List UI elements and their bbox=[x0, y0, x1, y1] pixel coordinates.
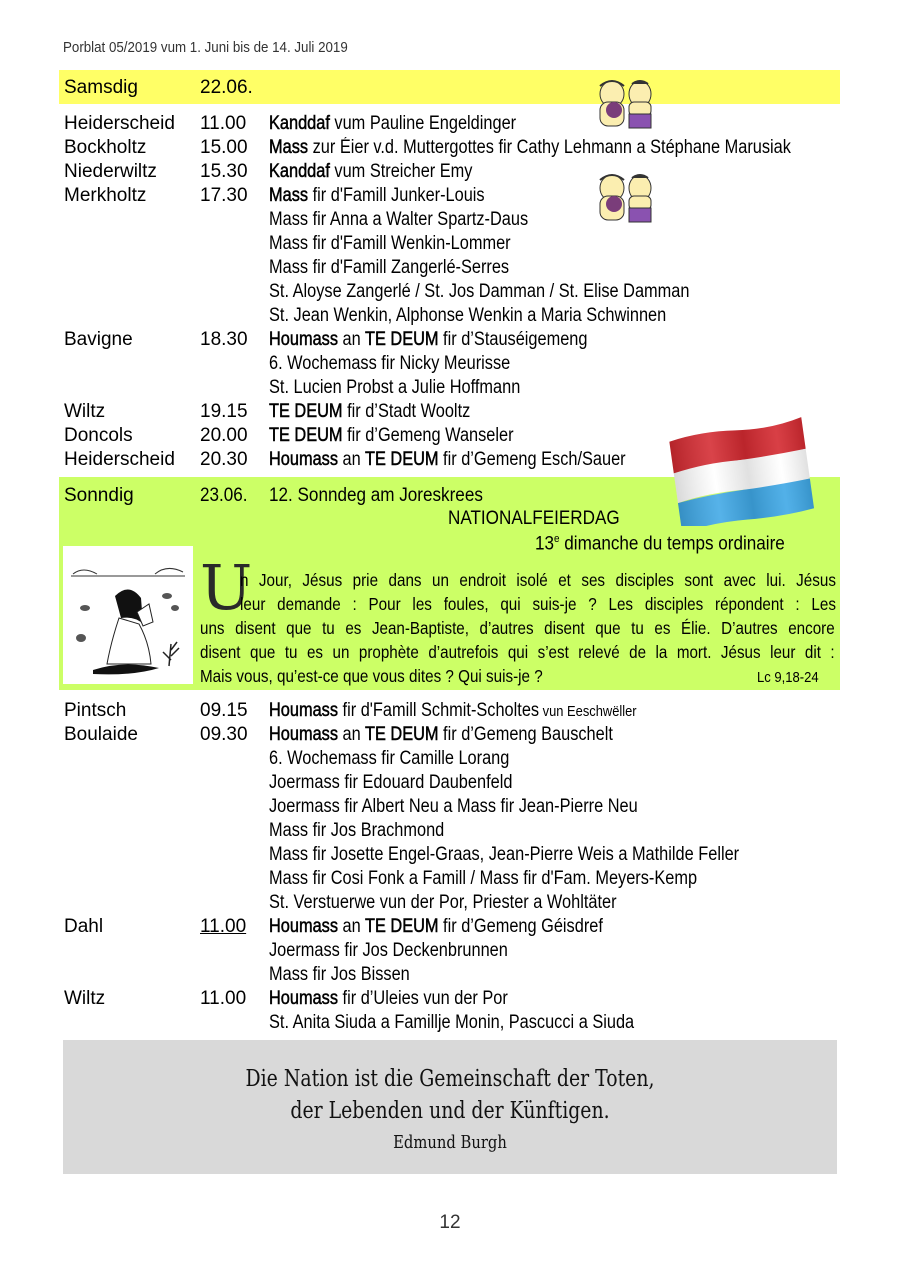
saturday-band bbox=[59, 70, 840, 104]
ordinal-number: 13 bbox=[535, 533, 555, 555]
service-type: Mass bbox=[269, 137, 309, 158]
service-description bbox=[269, 987, 508, 1011]
service-description bbox=[269, 699, 637, 724]
time-label: 11.00 bbox=[200, 988, 247, 1009]
service-description bbox=[269, 304, 666, 328]
service-detail: an bbox=[338, 724, 365, 745]
children-clipart-icon bbox=[594, 170, 658, 226]
feast-title: NATIONALFEIERDAG bbox=[448, 508, 620, 529]
service-detail: St. Anita Siuda a Famillje Monin, Pascucci a Siuda bbox=[269, 1012, 635, 1033]
service-detail: vun Eeschwëller bbox=[539, 703, 637, 720]
page-number: 12 bbox=[439, 1212, 461, 1233]
service-detail: fir d’Gemeng Esch/Sauer bbox=[438, 449, 626, 470]
time-label: 18.30 bbox=[200, 329, 248, 350]
time-label: 20.30 bbox=[200, 449, 248, 470]
quote-line: Die Nation ist die Gemeinschaft der Toten, bbox=[245, 1066, 655, 1092]
service-type: Houmass bbox=[269, 449, 339, 470]
service-type: Mass bbox=[269, 185, 309, 206]
service-detail: St. Verstuerwe vun der Por, Priester a Wohltäter bbox=[269, 892, 617, 913]
service-description bbox=[269, 376, 520, 400]
service-description bbox=[269, 208, 528, 232]
service-description bbox=[269, 232, 511, 256]
quote-box bbox=[63, 1040, 837, 1174]
service-type: TE DEUM bbox=[364, 329, 439, 350]
service-detail: Joermass fir Jos Deckenbrunnen bbox=[269, 940, 508, 961]
service-detail: vum Streicher Emy bbox=[329, 161, 473, 182]
time-label: 17.30 bbox=[200, 185, 248, 206]
ordinal-suffix: e bbox=[554, 533, 560, 545]
subtitle-text: dimanche du temps ordinaire bbox=[559, 533, 785, 555]
service-detail: zur Éier v.d. Muttergottes fir Cathy Lehmann a Stéphane Marusiak bbox=[308, 137, 791, 158]
service-detail: fir d’Uleies vun der Por bbox=[338, 988, 508, 1009]
liturgical-subtitle bbox=[535, 533, 785, 555]
service-description bbox=[269, 160, 472, 184]
gospel-reference: Lc 9,18-24 bbox=[757, 670, 819, 686]
place-name: Niederwiltz bbox=[64, 161, 157, 182]
service-type: TE DEUM bbox=[269, 425, 343, 446]
service-type: Kanddaf bbox=[269, 113, 330, 134]
date-label: 22.06. bbox=[200, 77, 253, 98]
service-detail: Mass fir Anna a Walter Spartz-Daus bbox=[269, 209, 529, 230]
time-label: 15.30 bbox=[200, 161, 248, 182]
service-detail: fir d’Gemeng Géisdref bbox=[438, 916, 603, 937]
place-name: Bavigne bbox=[64, 329, 133, 350]
service-detail: fir d'Famill Schmit-Scholtes bbox=[338, 700, 540, 721]
service-type: TE DEUM bbox=[364, 449, 439, 470]
service-type: Houmass bbox=[269, 988, 339, 1009]
praying-jesus-illustration bbox=[63, 546, 193, 684]
gospel-line: disent que tu es un prophète d’autrefois qui s’est relevé de la mort. Jésus leur dit : bbox=[200, 642, 835, 662]
service-detail: Joermass fir Edouard Daubenfeld bbox=[269, 772, 513, 793]
gospel-line: n Jour, Jésus prie dans un endroit isolé et ses disciples sont avec lui. Jésus bbox=[240, 570, 836, 590]
service-type: Houmass bbox=[269, 700, 339, 721]
service-detail: Mass fir Jos Bissen bbox=[269, 964, 410, 985]
service-detail: Mass fir Cosi Fonk a Famill / Mass fir d'Fam. Meyers-Kemp bbox=[269, 868, 698, 889]
date-label: 23.06. bbox=[200, 485, 248, 506]
service-type: Houmass bbox=[269, 329, 339, 350]
time-label: 15.00 bbox=[200, 137, 248, 158]
time-label: 19.15 bbox=[200, 401, 248, 422]
place-name: Wiltz bbox=[64, 401, 106, 422]
place-name: Bockholtz bbox=[64, 137, 147, 158]
service-detail: Mass fir Josette Engel-Graas, Jean-Pierre Weis a Mathilde Feller bbox=[269, 844, 740, 865]
service-type: Houmass bbox=[269, 916, 339, 937]
service-detail: 6. Wochemass fir Nicky Meurisse bbox=[269, 353, 511, 374]
service-description bbox=[269, 448, 626, 472]
quote-author: Edmund Burgh bbox=[393, 1132, 507, 1153]
quote-line: der Lebenden und der Künftigen. bbox=[290, 1098, 610, 1124]
day-label: Samsdig bbox=[64, 77, 138, 98]
service-description bbox=[269, 963, 410, 987]
service-detail: St. Jean Wenkin, Alphonse Wenkin a Maria Schwinnen bbox=[269, 305, 667, 326]
service-type: Houmass bbox=[269, 724, 339, 745]
service-description bbox=[269, 256, 509, 280]
service-description bbox=[269, 328, 587, 352]
service-description bbox=[269, 136, 791, 160]
place-name: Pintsch bbox=[64, 700, 127, 721]
service-type: Kanddaf bbox=[269, 161, 330, 182]
service-detail: fir d’Gemeng Bauschelt bbox=[438, 724, 613, 745]
service-description bbox=[269, 771, 512, 795]
service-type: TE DEUM bbox=[364, 724, 439, 745]
time-label: 20.00 bbox=[200, 425, 248, 446]
service-description bbox=[269, 424, 514, 448]
service-type: TE DEUM bbox=[364, 916, 439, 937]
service-detail: Mass fir Jos Brachmond bbox=[269, 820, 445, 841]
luxembourg-flag-icon bbox=[666, 414, 816, 526]
service-detail: fir d’Stadt Wooltz bbox=[342, 401, 471, 422]
place-name: Heiderscheid bbox=[64, 449, 175, 470]
place-name: Heiderscheid bbox=[64, 113, 175, 134]
time-label: 09.15 bbox=[200, 700, 248, 721]
service-detail: St. Lucien Probst a Julie Hoffmann bbox=[269, 377, 521, 398]
service-detail: an bbox=[338, 916, 365, 937]
service-type: TE DEUM bbox=[269, 401, 343, 422]
service-detail: fir d'Famill Junker-Louis bbox=[308, 185, 485, 206]
page-header: Porblat 05/2019 vum 1. Juni bis de 14. Juli 2019 bbox=[63, 40, 348, 56]
service-description bbox=[269, 747, 509, 771]
service-detail: fir d’Stauséigemeng bbox=[438, 329, 588, 350]
day-label: Sonndig bbox=[64, 485, 134, 506]
service-description bbox=[269, 891, 617, 915]
service-description bbox=[269, 1011, 634, 1035]
service-detail: Mass fir d'Famill Wenkin-Lommer bbox=[269, 233, 511, 254]
service-description bbox=[269, 843, 739, 867]
children-clipart-icon bbox=[594, 76, 658, 132]
sunday-title: 12. Sonndeg am Joreskrees bbox=[269, 485, 483, 506]
service-description bbox=[269, 184, 485, 208]
service-description bbox=[269, 867, 697, 891]
place-name: Wiltz bbox=[64, 988, 106, 1009]
service-description bbox=[269, 400, 470, 424]
service-detail: an bbox=[338, 329, 365, 350]
gospel-line: leur demande : Pour les foules, qui suis-je ? Les disciples répondent : Les bbox=[240, 594, 836, 614]
gospel-line: Mais vous, qu’est-ce que vous dites ? Qui suis-je ? bbox=[200, 666, 543, 686]
service-detail: 6. Wochemass fir Camille Lorang bbox=[269, 748, 510, 769]
place-name: Dahl bbox=[64, 916, 104, 937]
place-name: Boulaide bbox=[64, 724, 138, 745]
service-detail: Joermass fir Albert Neu a Mass fir Jean-Pierre Neu bbox=[269, 796, 638, 817]
service-detail: fir d’Gemeng Wanseler bbox=[342, 425, 514, 446]
service-description bbox=[269, 819, 444, 843]
time-label: 11.00 bbox=[200, 916, 247, 937]
service-description bbox=[269, 795, 638, 819]
service-detail: vum Pauline Engeldinger bbox=[329, 113, 517, 134]
gospel-line: uns disent que tu es Jean-Baptiste, d’autres disent que tu es Élie. D’autres encore bbox=[200, 618, 835, 638]
place-name: Doncols bbox=[64, 425, 133, 446]
service-description bbox=[269, 723, 613, 747]
service-description bbox=[269, 352, 510, 376]
time-label: 09.30 bbox=[200, 724, 248, 745]
service-description bbox=[269, 915, 603, 939]
place-name: Merkholtz bbox=[64, 185, 147, 206]
service-detail: St. Aloyse Zangerlé / St. Jos Damman / St. Elise Damman bbox=[269, 281, 690, 302]
service-description bbox=[269, 280, 689, 304]
time-label: 11.00 bbox=[200, 113, 247, 134]
service-description bbox=[269, 939, 508, 963]
service-description bbox=[269, 112, 516, 136]
service-detail: Mass fir d'Famill Zangerlé-Serres bbox=[269, 257, 510, 278]
drop-cap: U bbox=[200, 551, 253, 624]
service-detail: an bbox=[338, 449, 365, 470]
